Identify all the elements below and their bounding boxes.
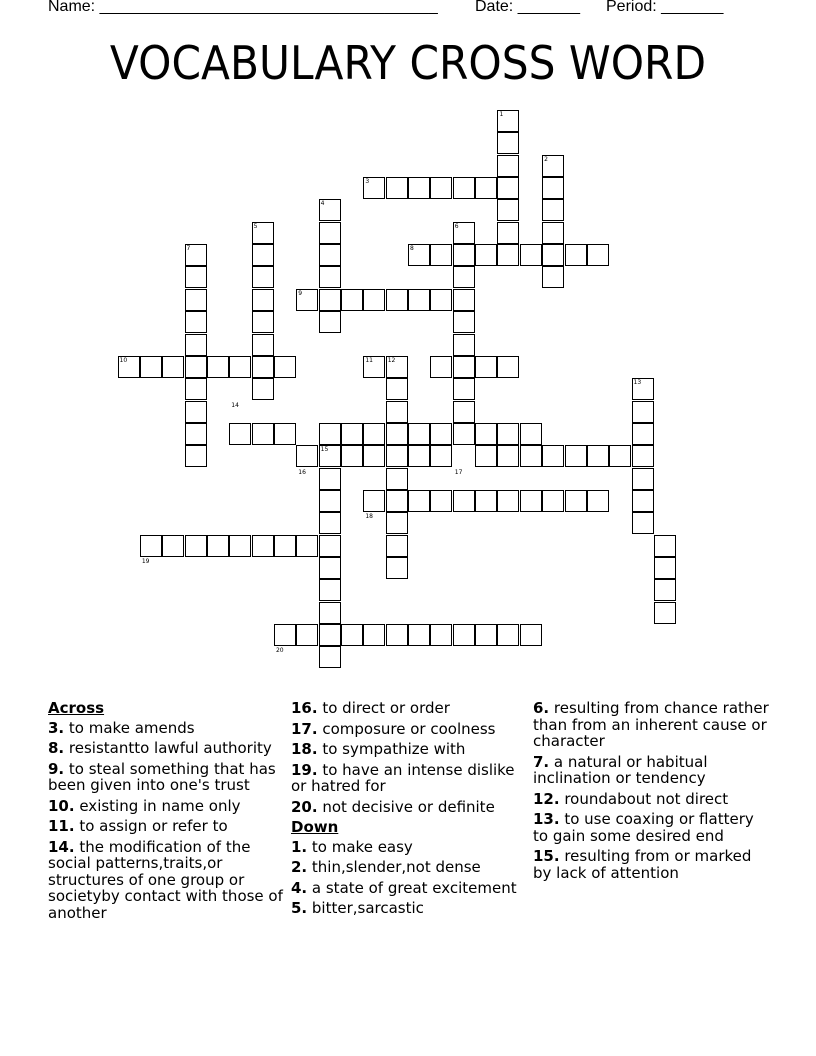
clue-number: 14. — [48, 837, 75, 856]
clue-item — [533, 700, 773, 750]
grid-cell[interactable] — [319, 423, 341, 445]
grid-cell[interactable] — [386, 490, 408, 512]
grid-cell[interactable] — [274, 624, 296, 646]
grid-cell[interactable] — [542, 199, 564, 221]
clue-text: to sympathize with — [317, 740, 466, 758]
grid-cell[interactable] — [497, 244, 519, 266]
clue-column-1 — [48, 700, 288, 925]
grid-cell[interactable] — [319, 222, 341, 244]
grid-cell[interactable] — [430, 244, 452, 266]
clue-text: to steal something that has been given into one's trust — [48, 759, 276, 794]
grid-cell[interactable] — [587, 490, 609, 512]
grid-cell[interactable] — [185, 356, 207, 378]
grid-cell[interactable] — [632, 401, 654, 423]
grid-cell[interactable] — [408, 490, 430, 512]
grid-cell[interactable] — [319, 624, 341, 646]
grid-number: 11 — [365, 356, 373, 364]
page-title: VOCABULARY CROSS WORD — [109, 36, 707, 90]
grid-cell[interactable] — [497, 222, 519, 244]
grid-cell[interactable] — [453, 401, 475, 423]
grid-cell[interactable] — [430, 356, 452, 378]
grid-cell[interactable] — [408, 289, 430, 311]
grid-cell[interactable] — [319, 490, 341, 512]
clue-text: resistantto lawful authority — [64, 739, 272, 757]
grid-cell[interactable] — [654, 579, 676, 601]
grid-cell[interactable] — [296, 624, 318, 646]
grid-cell[interactable] — [497, 423, 519, 445]
clue-item — [291, 880, 531, 897]
clue-text: roundabout not direct — [559, 789, 729, 808]
clue-item — [48, 839, 288, 922]
clue-item — [533, 754, 773, 787]
grid-cell[interactable] — [341, 423, 363, 445]
grid-cell[interactable] — [453, 177, 475, 199]
clue-text: composure or coolness — [317, 719, 496, 738]
grid-cell[interactable] — [632, 468, 654, 490]
grid-cell[interactable] — [497, 177, 519, 199]
clue-item — [533, 811, 773, 844]
grid-cell[interactable] — [542, 222, 564, 244]
grid-cell[interactable] — [386, 289, 408, 311]
grid-number: 10 — [119, 356, 128, 364]
grid-cell[interactable] — [207, 356, 229, 378]
grid-cell[interactable] — [453, 334, 475, 356]
grid-cell[interactable] — [453, 356, 475, 378]
clue-item — [291, 700, 531, 717]
clue-text: bitter,sarcastic — [307, 899, 424, 917]
grid-number: 18 — [365, 513, 373, 521]
clue-number: 20. — [291, 797, 318, 816]
grid-cell[interactable] — [430, 177, 452, 199]
clue-text: to make amends — [64, 718, 195, 737]
grid-cell[interactable] — [632, 490, 654, 512]
grid-number: 3 — [365, 178, 370, 186]
grid-cell[interactable] — [252, 311, 274, 333]
grid-cell[interactable] — [363, 289, 385, 311]
clue-item — [291, 839, 531, 856]
grid-cell[interactable] — [341, 624, 363, 646]
clue-item — [533, 791, 773, 808]
clue-number: 5. — [291, 899, 308, 917]
clue-item — [48, 720, 288, 737]
clue-item — [48, 740, 288, 757]
grid-cell[interactable] — [140, 535, 162, 557]
grid-cell[interactable] — [363, 490, 385, 512]
clue-item — [48, 818, 288, 835]
grid-cell[interactable] — [386, 535, 408, 557]
grid-cell[interactable] — [632, 445, 654, 467]
clue-item — [291, 741, 531, 758]
clue-item — [291, 900, 531, 917]
grid-cell[interactable] — [497, 356, 519, 378]
grid-cell[interactable] — [386, 378, 408, 400]
clue-text: existing in name only — [74, 796, 241, 815]
grid-cell[interactable] — [319, 535, 341, 557]
grid-cell[interactable] — [430, 423, 452, 445]
grid-cell[interactable] — [497, 132, 519, 154]
grid-cell[interactable] — [252, 266, 274, 288]
grid-cell[interactable] — [386, 401, 408, 423]
grid-cell[interactable] — [453, 289, 475, 311]
grid-cell[interactable] — [185, 535, 207, 557]
grid-cell[interactable] — [520, 490, 542, 512]
grid-cell[interactable] — [252, 378, 274, 400]
grid-cell[interactable] — [542, 177, 564, 199]
grid-cell[interactable] — [475, 244, 497, 266]
name-field[interactable]: Name: ______________________________________ — [48, 0, 438, 15]
grid-cell[interactable] — [162, 535, 184, 557]
grid-cell[interactable] — [587, 445, 609, 467]
grid-cell[interactable] — [229, 535, 251, 557]
grid-cell[interactable] — [319, 468, 341, 490]
clue-item — [291, 799, 531, 816]
grid-cell[interactable] — [430, 289, 452, 311]
clue-item — [48, 761, 288, 794]
grid-cell[interactable] — [654, 602, 676, 624]
clue-text: to direct or order — [317, 699, 450, 717]
grid-number: 5 — [253, 222, 258, 230]
clue-column-3 — [533, 700, 773, 885]
grid-cell[interactable] — [497, 199, 519, 221]
grid-cell[interactable] — [386, 512, 408, 534]
clue-text: to assign or refer to — [74, 817, 228, 835]
grid-cell[interactable] — [453, 624, 475, 646]
clue-item — [48, 798, 288, 815]
clue-text: to have an intense dislike or hatred for — [291, 760, 515, 795]
grid-cell[interactable] — [185, 445, 207, 467]
clue-item — [291, 859, 531, 876]
grid-cell[interactable] — [453, 378, 475, 400]
grid-cell[interactable] — [430, 624, 452, 646]
grid-cell[interactable] — [386, 624, 408, 646]
grid-cell[interactable] — [319, 579, 341, 601]
grid-cell[interactable] — [587, 244, 609, 266]
grid-cell[interactable] — [475, 445, 497, 467]
grid-cell[interactable] — [341, 445, 363, 467]
clue-text: the modification of the social patterns,traits,or structures of one group or societyby contact with those of another — [48, 837, 283, 922]
grid-cell[interactable] — [386, 557, 408, 579]
grid-cell[interactable] — [408, 445, 430, 467]
grid-cell[interactable] — [453, 311, 475, 333]
clue-number: 15. — [533, 847, 560, 865]
grid-cell[interactable] — [185, 266, 207, 288]
grid-number: 4 — [320, 200, 325, 208]
clue-text: thin,slender,not dense — [307, 858, 481, 876]
clue-number: 11. — [48, 817, 75, 835]
grid-number: 14 — [231, 401, 239, 409]
grid-cell[interactable] — [274, 423, 296, 445]
clue-number: 13. — [533, 810, 560, 828]
clue-number: 8. — [48, 739, 65, 757]
clue-item — [291, 721, 531, 738]
grid-cell[interactable] — [520, 244, 542, 266]
grid-cell[interactable] — [319, 602, 341, 624]
grid-cell[interactable] — [475, 177, 497, 199]
grid-cell[interactable] — [542, 445, 564, 467]
clue-text: to use coaxing or flattery to gain some desired end — [533, 810, 754, 845]
grid-cell[interactable] — [274, 535, 296, 557]
clue-text: to make easy — [307, 837, 413, 856]
clue-text: resulting from or marked by lack of attention — [533, 847, 752, 882]
grid-cell[interactable] — [497, 624, 519, 646]
clue-number: 3. — [48, 718, 65, 737]
grid-cell[interactable] — [497, 490, 519, 512]
grid-cell[interactable] — [497, 155, 519, 177]
grid-cell[interactable] — [207, 535, 229, 557]
clue-text: a state of great excitement — [307, 878, 517, 897]
grid-cell[interactable] — [252, 289, 274, 311]
clue-text: a natural or habitual inclination or tendency — [533, 752, 708, 787]
grid-cell[interactable] — [453, 266, 475, 288]
grid-cell[interactable] — [185, 401, 207, 423]
grid-cell[interactable] — [408, 624, 430, 646]
grid-cell[interactable] — [408, 423, 430, 445]
grid-cell[interactable] — [475, 356, 497, 378]
grid-cell[interactable] — [185, 289, 207, 311]
grid-number: 17 — [454, 468, 463, 476]
grid-cell[interactable] — [453, 423, 475, 445]
grid-cell[interactable] — [363, 423, 385, 445]
grid-cell[interactable] — [185, 423, 207, 445]
grid-cell[interactable] — [185, 334, 207, 356]
grid-cell[interactable] — [475, 490, 497, 512]
grid-cell[interactable] — [430, 445, 452, 467]
grid-cell[interactable] — [632, 423, 654, 445]
grid-cell[interactable] — [654, 557, 676, 579]
grid-cell[interactable] — [363, 445, 385, 467]
clue-number: 2. — [291, 858, 308, 876]
grid-cell[interactable] — [185, 311, 207, 333]
grid-number: 13 — [633, 379, 642, 387]
grid-cell[interactable] — [453, 490, 475, 512]
grid-cell[interactable] — [609, 445, 631, 467]
grid-cell[interactable] — [319, 266, 341, 288]
grid-cell[interactable] — [654, 535, 676, 557]
grid-cell[interactable] — [565, 490, 587, 512]
grid-cell[interactable] — [252, 334, 274, 356]
grid-cell[interactable] — [341, 289, 363, 311]
period-field[interactable]: Period: _______ — [606, 0, 724, 15]
grid-number: 15 — [320, 446, 329, 454]
grid-cell[interactable] — [386, 177, 408, 199]
grid-cell[interactable] — [565, 244, 587, 266]
clue-number: 12. — [533, 789, 560, 808]
grid-cell[interactable] — [430, 490, 452, 512]
grid-cell[interactable] — [185, 378, 207, 400]
grid-cell[interactable] — [475, 624, 497, 646]
grid-cell[interactable] — [252, 423, 274, 445]
grid-cell[interactable] — [565, 445, 587, 467]
grid-cell[interactable] — [319, 311, 341, 333]
grid-number: 19 — [141, 558, 150, 565]
grid-cell[interactable] — [319, 244, 341, 266]
grid-cell[interactable] — [453, 244, 475, 266]
grid-number: 7 — [186, 245, 191, 253]
grid-cell[interactable] — [319, 289, 341, 311]
date-field[interactable]: Date: _______ — [475, 0, 580, 15]
clue-number: 6. — [533, 699, 550, 717]
grid-cell[interactable] — [296, 535, 318, 557]
grid-cell[interactable] — [542, 244, 564, 266]
grid-cell[interactable] — [319, 512, 341, 534]
grid-cell[interactable] — [229, 423, 251, 445]
grid-cell[interactable] — [520, 445, 542, 467]
clue-number: 9. — [48, 759, 65, 778]
grid-cell[interactable] — [386, 468, 408, 490]
grid-cell[interactable] — [252, 244, 274, 266]
grid-cell[interactable] — [386, 445, 408, 467]
grid-cell[interactable] — [520, 624, 542, 646]
grid-cell[interactable] — [229, 356, 251, 378]
clue-item — [533, 848, 773, 881]
clue-column-2 — [291, 700, 531, 921]
clue-number: 18. — [291, 740, 318, 758]
clue-number: 7. — [533, 752, 550, 771]
clue-text: resulting from chance rather than from an inherent cause or character — [533, 699, 769, 750]
clue-item — [291, 762, 531, 795]
clue-number: 17. — [291, 719, 318, 738]
grid-cell[interactable] — [319, 557, 341, 579]
grid-number: 8 — [410, 245, 414, 253]
grid-cell[interactable] — [140, 356, 162, 378]
grid-cell[interactable] — [252, 535, 274, 557]
grid-cell[interactable] — [274, 356, 296, 378]
grid-number: 9 — [298, 289, 303, 297]
clue-number: 4. — [291, 878, 308, 897]
grid-cell[interactable] — [386, 423, 408, 445]
grid-cell[interactable] — [497, 445, 519, 467]
grid-cell[interactable] — [632, 512, 654, 534]
clue-number: 16. — [291, 699, 318, 717]
grid-cell[interactable] — [542, 490, 564, 512]
grid-number: 12 — [387, 356, 396, 364]
grid-cell[interactable] — [296, 445, 318, 467]
clue-number: 1. — [291, 837, 308, 856]
grid-cell[interactable] — [475, 423, 497, 445]
grid-number: 2 — [544, 155, 548, 163]
grid-cell[interactable] — [520, 423, 542, 445]
down-heading: Down — [291, 818, 339, 836]
clue-number: 10. — [48, 796, 75, 815]
grid-cell[interactable] — [252, 356, 274, 378]
grid-number: 1 — [499, 111, 504, 118]
across-heading: Across — [48, 699, 105, 717]
grid-cell[interactable] — [162, 356, 184, 378]
grid-cell[interactable] — [542, 266, 564, 288]
grid-number: 20 — [275, 647, 284, 655]
grid-number: 6 — [454, 222, 459, 230]
grid-cell[interactable] — [408, 177, 430, 199]
grid-number: 16 — [298, 468, 306, 476]
clue-text: not decisive or definite — [317, 797, 495, 816]
grid-cell[interactable] — [319, 646, 341, 668]
clue-number: 19. — [291, 760, 318, 779]
grid-cell[interactable] — [363, 624, 385, 646]
